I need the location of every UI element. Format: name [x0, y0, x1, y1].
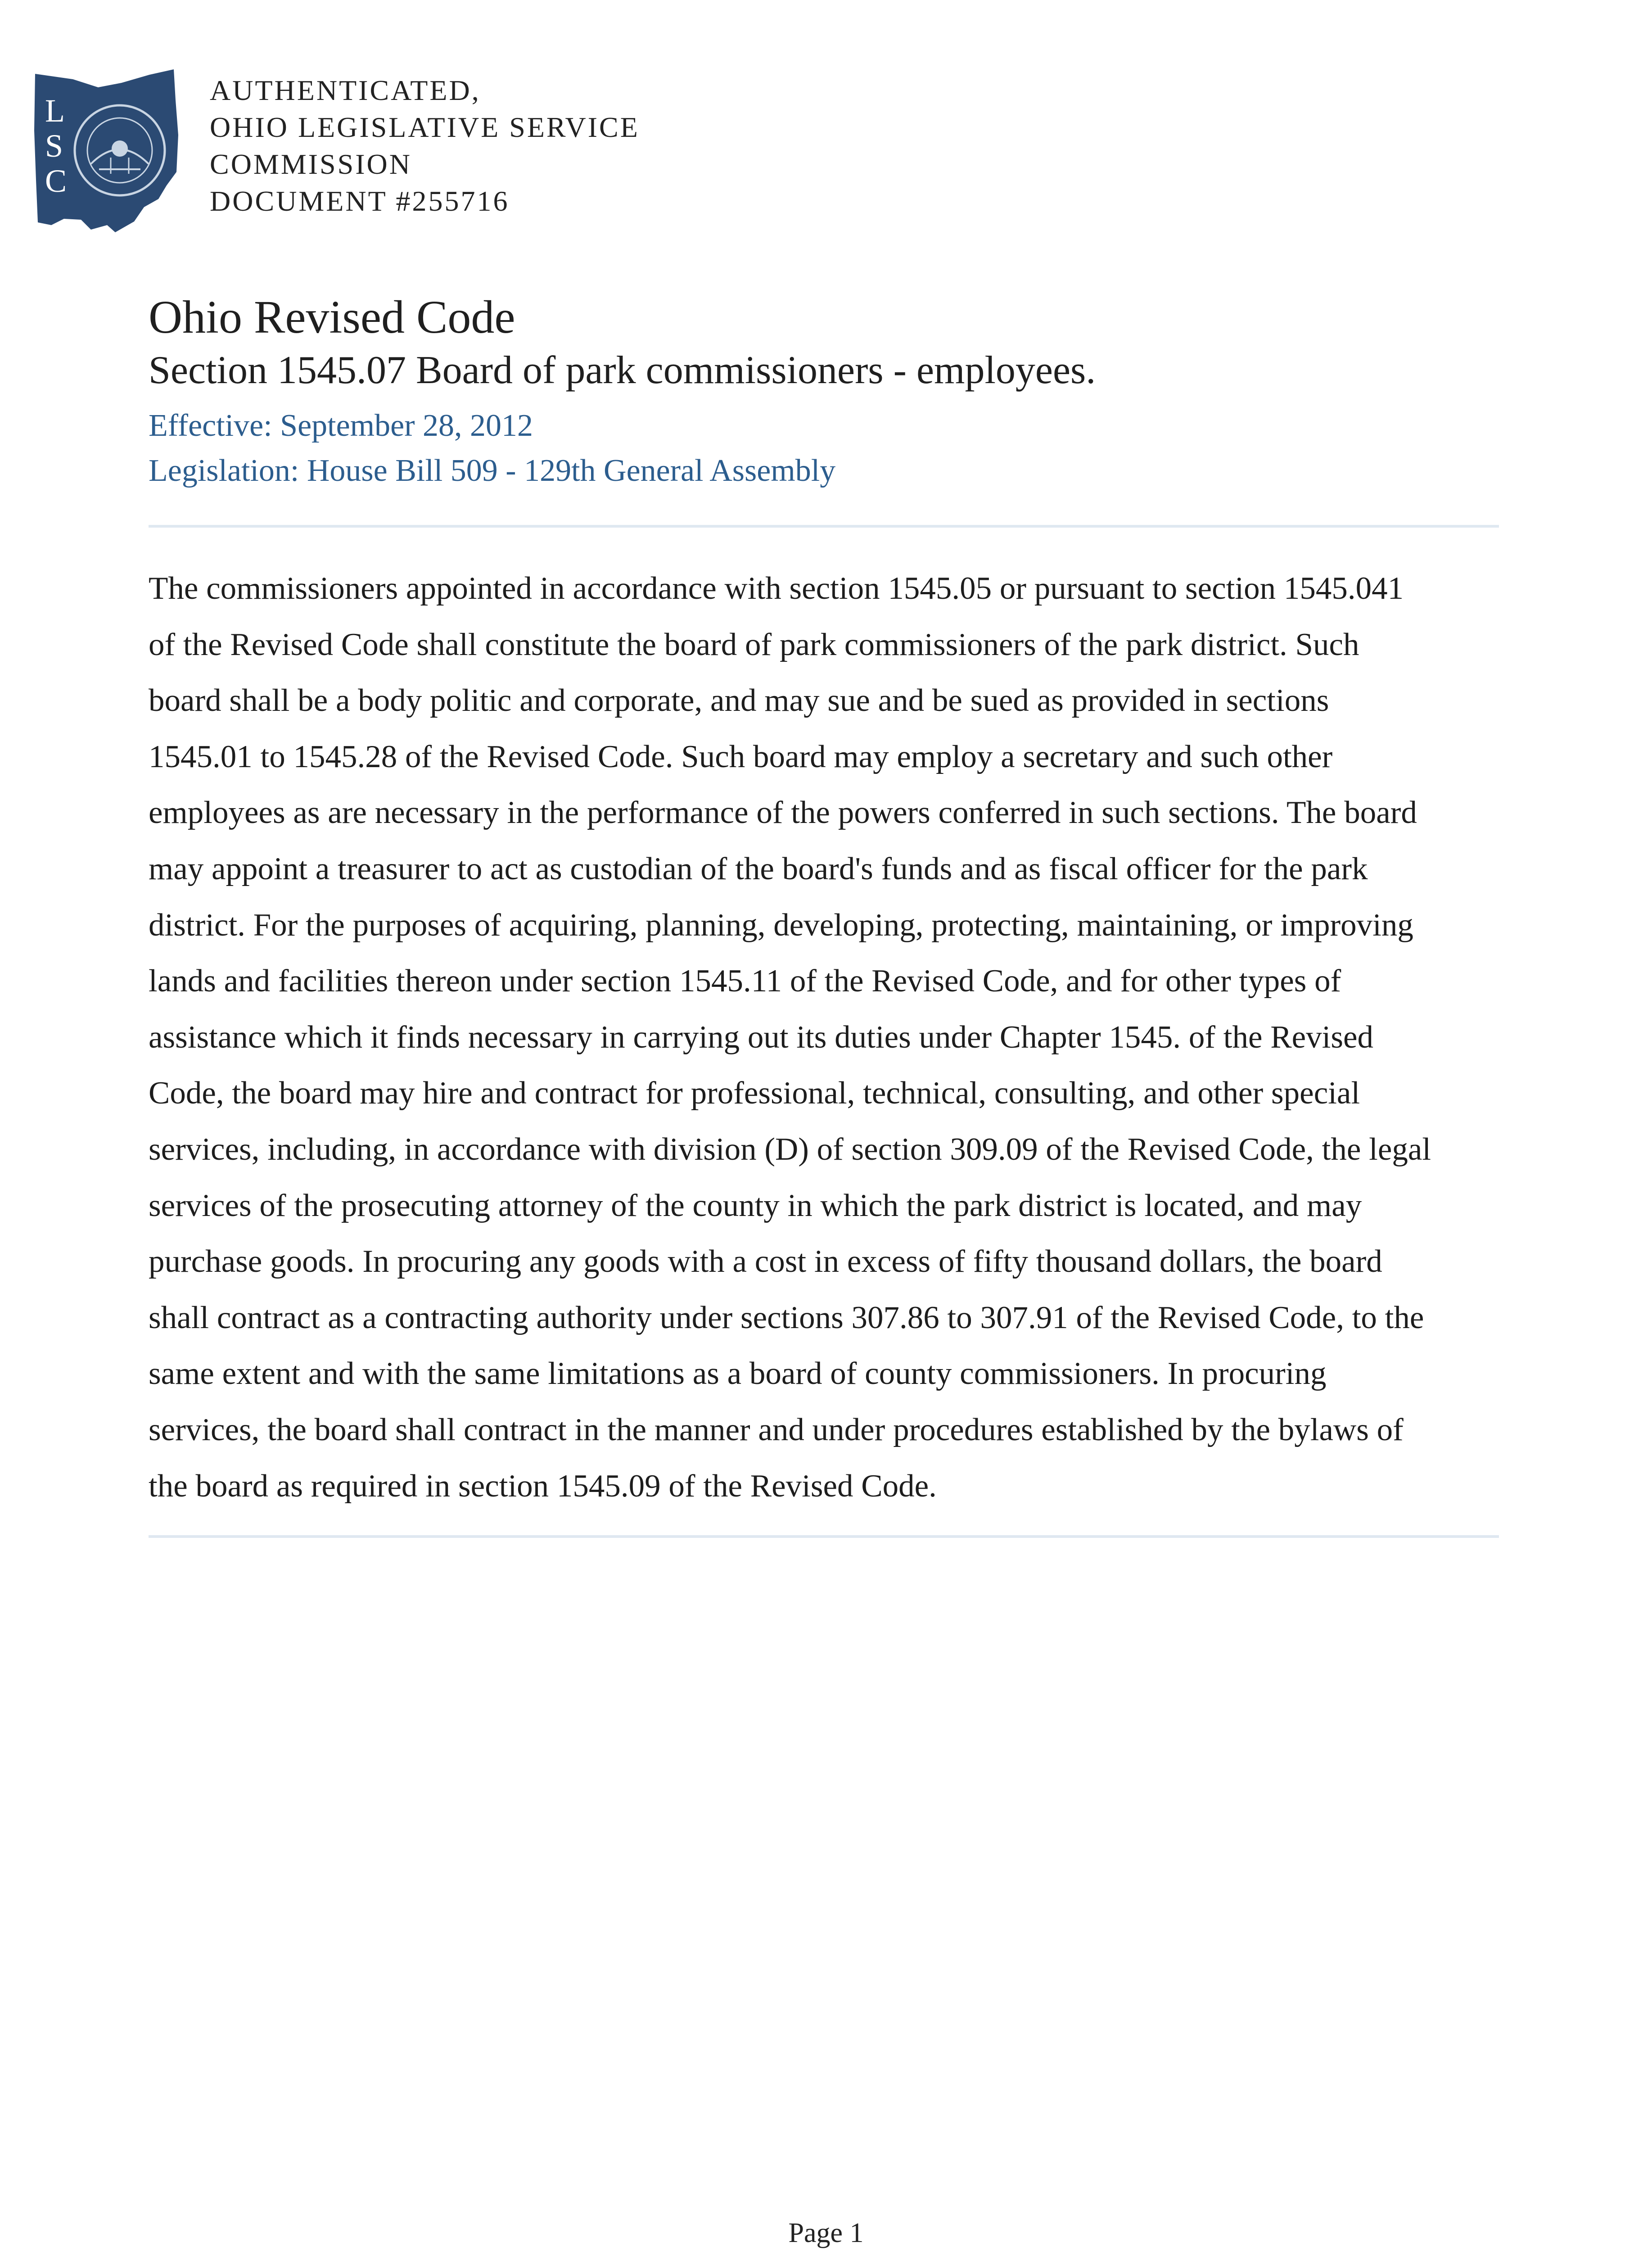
body-line: employees as are necessary in the performance of the powers conferred in such sections. The board	[149, 795, 1417, 831]
top-divider	[149, 525, 1499, 528]
lsc-ohio-logo	[32, 68, 185, 239]
logo-letter-c: C	[45, 163, 67, 199]
authentication-notice	[210, 72, 640, 220]
body-line: shall contract as a contracting authority under sections 307.86 to 307.91 of the Revised Code, to the	[149, 1300, 1424, 1335]
ohio-map-icon	[32, 68, 185, 239]
authentication-line: OHIO LEGISLATIVE SERVICE	[210, 111, 640, 143]
body-line: services, including, in accordance with division (D) of section 309.09 of the Revised Code, the legal	[149, 1131, 1431, 1167]
body-line: 1545.01 to 1545.28 of the Revised Code. Such board may employ a secretary and such other	[149, 739, 1333, 774]
body-line: services of the prosecuting attorney of the county in which the park district is located, and may	[149, 1188, 1362, 1223]
bottom-divider	[149, 1535, 1499, 1538]
body-line: of the Revised Code shall constitute the board of park commissioners of the park district. Such	[149, 627, 1359, 662]
page-number: Page 1	[788, 2218, 864, 2248]
body-line: purchase goods. In procuring any goods with a cost in excess of fifty thousand dollars, the board	[149, 1244, 1382, 1279]
logo-letter-l: L	[45, 93, 65, 129]
authentication-line: COMMISSION	[210, 148, 412, 180]
body-line: The commissioners appointed in accordance with section 1545.05 or pursuant to section 1545.041	[149, 571, 1404, 606]
section-body-text	[149, 560, 1503, 1514]
body-line: lands and facilities thereon under section 1545.11 of the Revised Code, and for other types of	[149, 963, 1341, 999]
logo-letter-s: S	[45, 128, 63, 164]
body-line: board shall be a body politic and corporate, and may sue and be sued as provided in sections	[149, 683, 1329, 719]
authentication-line: AUTHENTICATED,	[210, 74, 481, 106]
body-line: may appoint a treasurer to act as custodian of the board's funds and as fiscal officer for the park	[149, 851, 1368, 886]
authentication-line: DOCUMENT #255716	[210, 185, 510, 217]
body-line: same extent and with the same limitations as a board of county commissioners. In procuring	[149, 1356, 1327, 1392]
body-line: assistance which it finds necessary in carrying out its duties under Chapter 1545. of the Revised	[149, 1019, 1374, 1055]
body-line: district. For the purposes of acquiring, planning, developing, protecting, maintaining, or improving	[149, 907, 1413, 943]
legislation-info: Legislation: House Bill 509 - 129th General Assembly	[149, 453, 836, 488]
section-heading: Section 1545.07 Board of park commissioners - employees.	[149, 348, 1096, 392]
body-line: the board as required in section 1545.09 of the Revised Code.	[149, 1468, 937, 1504]
body-line: Code, the board may hire and contract for professional, technical, consulting, and other special	[149, 1076, 1360, 1111]
body-line: services, the board shall contract in the manner and under procedures established by the bylaws of	[149, 1412, 1404, 1447]
effective-date: Effective: September 28, 2012	[149, 408, 533, 443]
document-title: Ohio Revised Code	[149, 291, 515, 343]
